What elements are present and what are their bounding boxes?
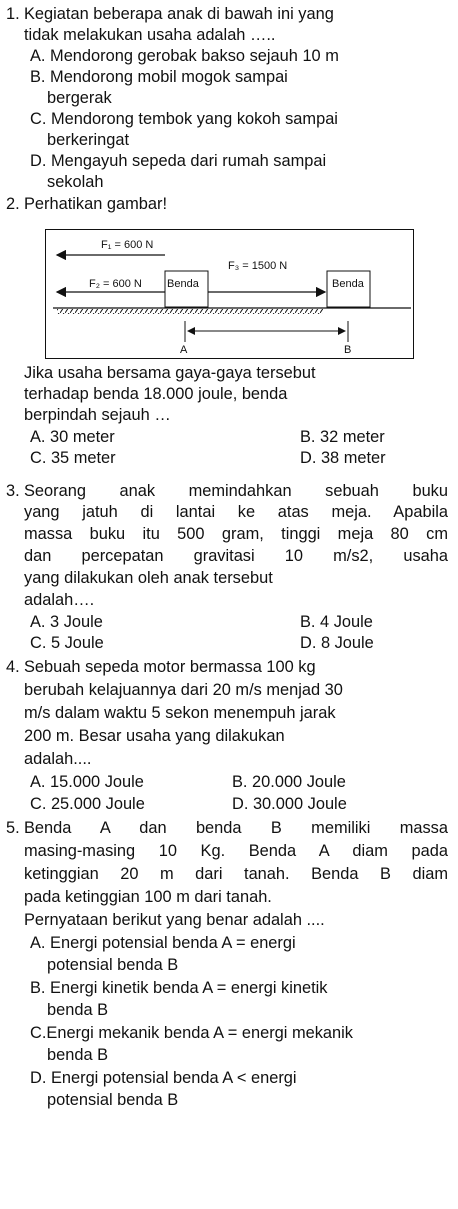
option-d-continued: potensial benda B [47, 1091, 179, 1109]
question-number: 5. [6, 819, 20, 837]
option-c-continued: berkeringat [47, 131, 130, 149]
question-stem-line: Benda A dan benda B memiliki massa [24, 819, 448, 837]
question-stem-line: Seorang anak memindahkan sebuah buku [24, 482, 448, 500]
question-stem-line: adalah…. [24, 591, 95, 609]
option-a: A. 15.000 Joule [30, 773, 144, 791]
option-a-continued: potensial benda B [47, 956, 179, 974]
question-stem-line: yang dilakukan oleh anak tersebut [24, 569, 273, 587]
question-stem-line: ketinggian 20 m dari tanah. Benda B diam [24, 865, 448, 883]
question-stem-line: 200 m. Besar usaha yang dilakukan [24, 727, 285, 745]
object-box-right-label: Benda [332, 278, 364, 290]
question-stem-line: berpindah sejauh … [24, 406, 171, 424]
question-stem-line: yang jatuh di lantai ke atas meja. Apabila [24, 503, 448, 521]
option-c: C. 5 Joule [30, 634, 104, 652]
option-a: A. 30 meter [30, 428, 115, 446]
question-stem-line: adalah.... [24, 750, 92, 768]
option-d: D. Energi potensial benda A < energi [30, 1069, 297, 1087]
question-stem-line: Perhatikan gambar! [24, 195, 168, 213]
question-stem-line: masing-masing 10 Kg. Benda A diam pada [24, 842, 448, 860]
option-b-continued: benda B [47, 1001, 109, 1019]
question-number: 1. [6, 5, 20, 23]
question-stem-line: dan percepatan gravitasi 10 m/s2, usaha [24, 547, 448, 565]
option-a: A. Energi potensial benda A = energi [30, 934, 296, 952]
point-b-label: B [344, 344, 352, 356]
question-stem-line: massa buku itu 500 gram, tinggi meja 80 cm [24, 525, 448, 543]
option-d: D. 38 meter [300, 449, 386, 467]
question-number: 4. [6, 658, 20, 676]
option-c: C. 25.000 Joule [30, 795, 145, 813]
question-stem-line: Pernyataan berikut yang benar adalah .... [24, 911, 325, 929]
option-d: D. 30.000 Joule [232, 795, 347, 813]
option-a: A. Mendorong gerobak bakso sejauh 10 m [30, 47, 339, 65]
option-c-continued: benda B [47, 1046, 109, 1064]
question-stem-line: tidak melakukan usaha adalah ….. [24, 26, 276, 44]
point-a-label: A [180, 344, 188, 356]
question-stem-line: Kegiatan beberapa anak di bawah ini yang [24, 5, 334, 23]
question-stem-line: berubah kelajuannya dari 20 m/s menjad 30 [24, 681, 343, 699]
question-stem-line: m/s dalam waktu 5 sekon menempuh jarak [24, 704, 336, 722]
question-number: 2. [6, 195, 20, 213]
option-d: D. 8 Joule [300, 634, 374, 652]
object-box-left-label: Benda [167, 278, 199, 290]
option-b: B. 4 Joule [300, 613, 373, 631]
option-c: C.Energi mekanik benda A = energi mekanik [30, 1024, 353, 1042]
option-c: C. 35 meter [30, 449, 116, 467]
force-f1-label: F₁ = 600 N [101, 239, 154, 251]
option-b: B. 20.000 Joule [232, 773, 346, 791]
option-c: C. Mendorong tembok yang kokoh sampai [30, 110, 338, 128]
force-diagram [45, 229, 414, 359]
option-b: B. 32 meter [300, 428, 385, 446]
option-b-continued: bergerak [47, 89, 112, 107]
question-stem-line: Jika usaha bersama gaya-gaya tersebut [24, 364, 316, 382]
question-stem-line: terhadap benda 18.000 joule, benda [24, 385, 288, 403]
ground-hatch [57, 309, 323, 314]
force-diagram-svg [45, 229, 414, 359]
option-b: B. Energi kinetik benda A = energi kinetik [30, 979, 328, 997]
option-b: B. Mendorong mobil mogok sampai [30, 68, 288, 86]
force-f3-label: F₃ = 1500 N [228, 260, 288, 272]
option-d-continued: sekolah [47, 173, 104, 191]
question-stem-line: pada ketinggian 100 m dari tanah. [24, 888, 272, 906]
question-number: 3. [6, 482, 20, 500]
question-stem-line: Sebuah sepeda motor bermassa 100 kg [24, 658, 316, 676]
option-a: A. 3 Joule [30, 613, 103, 631]
option-d: D. Mengayuh sepeda dari rumah sampai [30, 152, 327, 170]
force-f2-label: F₂ = 600 N [89, 278, 142, 290]
